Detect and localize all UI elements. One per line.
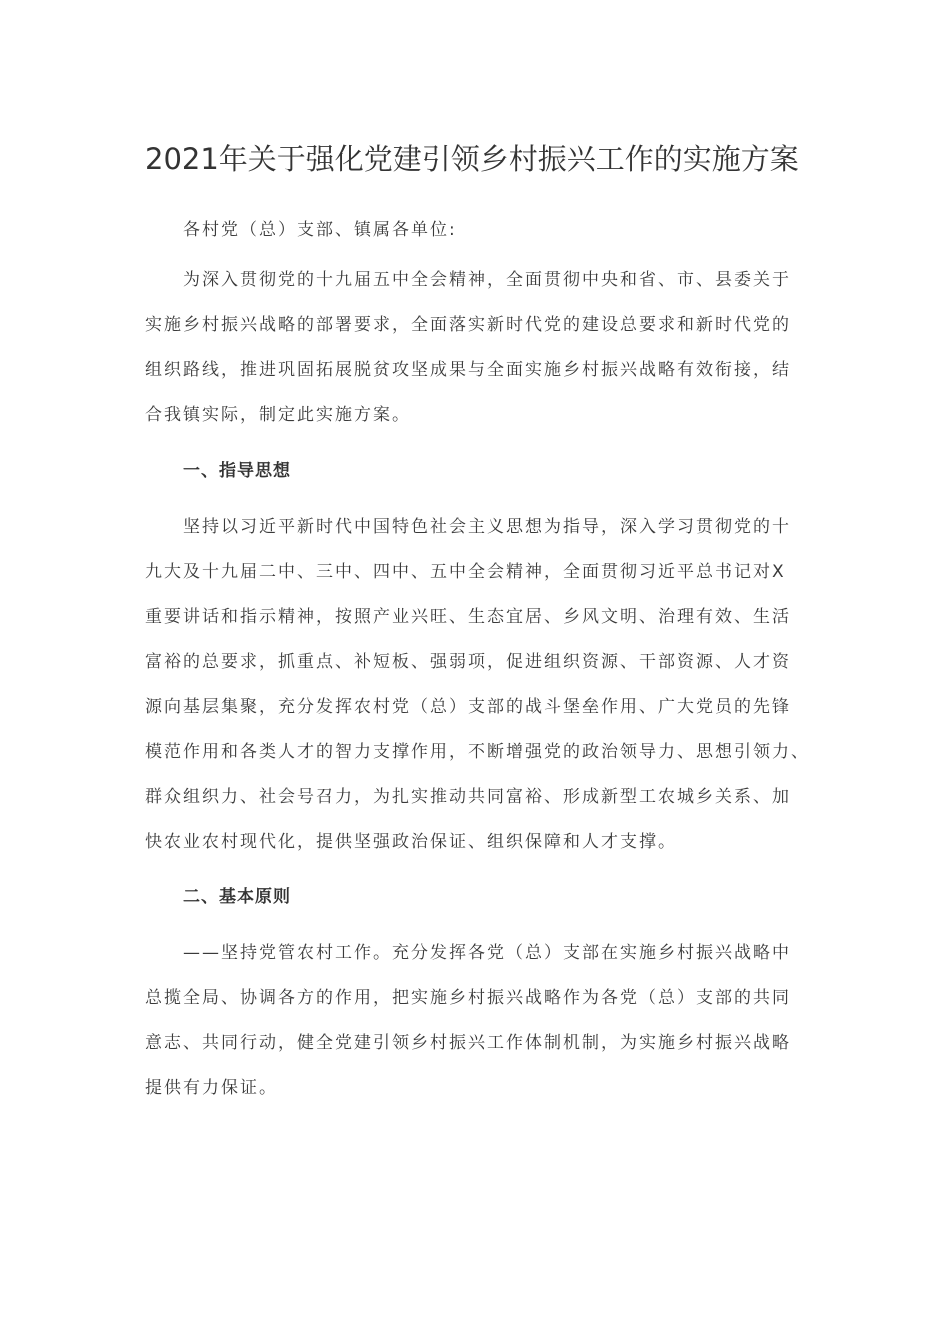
paragraph-line: 总揽全局、协调各方的作用，把实施乡村振兴战略作为各党（总）支部的共同 <box>145 988 791 1008</box>
paragraph-line: 快农业农村现代化，提供坚强政治保证、组织保障和人才支撑。 <box>145 832 677 852</box>
paragraph-line: 群众组织力、社会号召力，为扎实推动共同富裕、形成新型工农城乡关系、加 <box>145 787 791 807</box>
paragraph-line: 组织路线，推进巩固拓展脱贫攻坚成果与全面实施乡村振兴战略有效衔接，结 <box>145 360 791 380</box>
paragraph-line: 合我镇实际，制定此实施方案。 <box>145 405 411 425</box>
intro-paragraph <box>145 258 815 438</box>
document-title: 2021年关于强化党建引领乡村振兴工作的实施方案 <box>145 142 799 176</box>
section-heading-basic-principles: 二、基本原则 <box>183 887 291 907</box>
paragraph-line: 源向基层集聚，充分发挥农村党（总）支部的战斗堡垒作用、广大党员的先锋 <box>145 697 791 717</box>
paragraph-line: 实施乡村振兴战略的部署要求，全面落实新时代党的建设总要求和新时代党的 <box>145 315 791 335</box>
basic-principles-paragraph <box>145 931 815 1111</box>
paragraph-line: 坚持以习近平新时代中国特色社会主义思想为指导，深入学习贯彻党的十 <box>183 517 791 537</box>
guiding-ideology-paragraph <box>145 505 815 865</box>
paragraph-line: 九大及十九届二中、三中、四中、五中全会精神，全面贯彻习近平总书记对X <box>145 562 786 582</box>
paragraph-line: 模范作用和各类人才的智力支撑作用，不断增强党的政治领导力、思想引领力、 <box>145 742 810 762</box>
section-heading-guiding-ideology: 一、指导思想 <box>183 461 291 481</box>
paragraph-line: 重要讲话和指示精神，按照产业兴旺、生态宜居、乡风文明、治理有效、生活 <box>145 607 791 627</box>
paragraph-line: 富裕的总要求，抓重点、补短板、强弱项，促进组织资源、干部资源、人才资 <box>145 652 791 672</box>
paragraph-line: 为深入贯彻党的十九届五中全会精神，全面贯彻中央和省、市、县委关于 <box>183 270 791 290</box>
salutation: 各村党（总）支部、镇属各单位: <box>183 220 457 240</box>
paragraph-line: 意志、共同行动，健全党建引领乡村振兴工作体制机制，为实施乡村振兴战略 <box>145 1033 791 1053</box>
salutation-block <box>145 208 815 253</box>
paragraph-line: ——坚持党管农村工作。充分发挥各党（总）支部在实施乡村振兴战略中 <box>183 943 791 963</box>
paragraph-line: 提供有力保证。 <box>145 1078 278 1098</box>
